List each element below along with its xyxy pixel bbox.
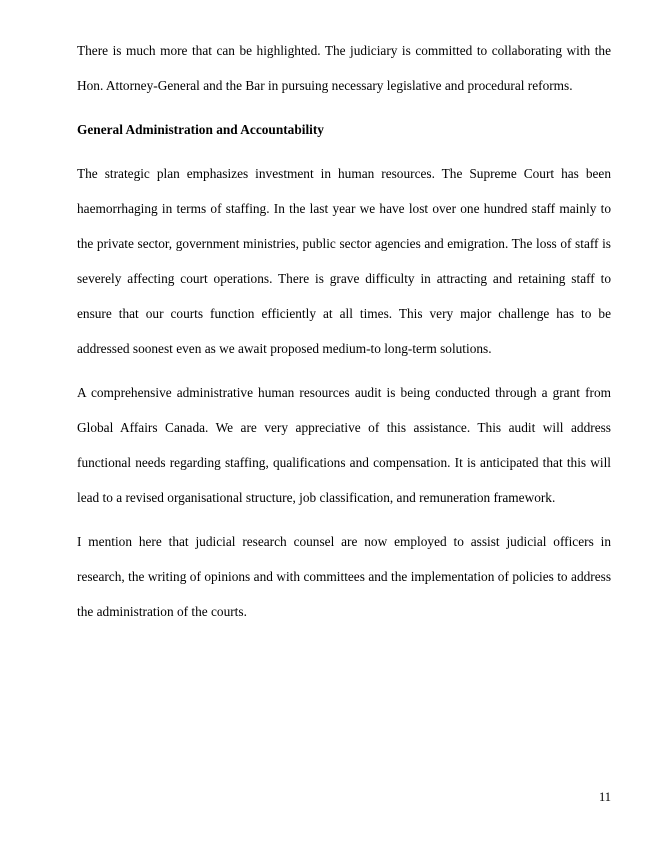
paragraph-hr-audit: A comprehensive administrative human resources audit is being conducted through a grant from Global Affairs Canada. We are very appreciative of this assistance. This audit will address functional needs regarding staffing, qualifications and compensation. It is anticipated that this will lead to a revised organisational structure, job classification, and remuneration framework. (77, 385, 611, 505)
paragraph-staffing: The strategic plan emphasizes investment in human resources. The Supreme Court has been haemorrhaging in terms of staffing. In the last year we have lost over one hundred staff mainly to the private sector, government ministries, public sector agencies and emigration. The loss of staff is severely affecting court operations. There is grave difficulty in attracting and retaining staff to ensure that our courts function efficiently at all times. This very major challenge has to be addressed soonest even as we await proposed medium-to long-term solutions. (77, 166, 611, 356)
paragraph-research-counsel: I mention here that judicial research counsel are now employed to assist judicial officers in research, the writing of opinions and with committees and the implementation of policies to address the administration of the courts. (77, 534, 611, 619)
paragraph-intro: There is much more that can be highlighted. The judiciary is committed to collaborating with the Hon. Attorney-General and the Bar in pursuing necessary legislative and procedural reforms. (77, 43, 611, 93)
page-number: 11 (598, 790, 611, 804)
page-content (77, 33, 611, 638)
section-heading: General Administration and Accountability (77, 122, 324, 137)
